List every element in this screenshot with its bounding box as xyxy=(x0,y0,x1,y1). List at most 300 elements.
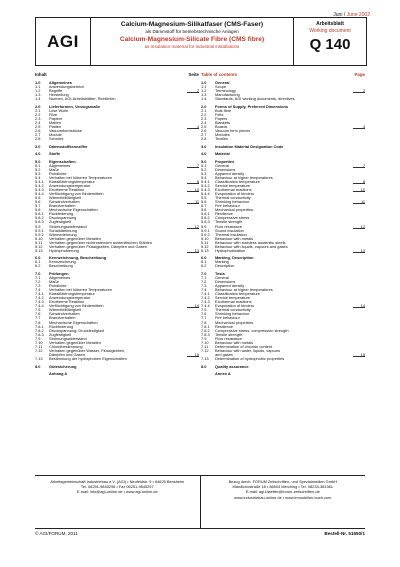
toc-entry-number: 5.10 xyxy=(201,236,209,241)
toc-entry-number: 5.8.3 xyxy=(35,220,44,225)
toc-entry-title: Marking xyxy=(215,260,229,265)
toc-entry-title: Apparent density xyxy=(215,171,245,176)
toc-entry-title: Lieferformen, Verzugsmaße xyxy=(49,104,101,109)
toc-entry-title: Rohdichte xyxy=(49,284,67,289)
toc-entry-title: Zugfestigkeit xyxy=(49,332,72,337)
toc-entry-title: Bulk fibre xyxy=(215,108,232,113)
toc-entry-number: 8.0 xyxy=(201,364,207,369)
toc-entry-title: Schnüre xyxy=(49,137,64,142)
document-code-block xyxy=(294,18,366,65)
toc-entry-title: Bestimmung der hydrophoben Eigenschaften xyxy=(49,356,127,361)
toc-entry-title: Beschreibung xyxy=(49,264,73,269)
toc-entry-page: 8 xyxy=(187,180,199,184)
toc-entry-title: Klassifizierungstemperatur xyxy=(49,292,95,297)
toc-title-de: Inhalt xyxy=(35,72,47,77)
toc-entry-title: General xyxy=(215,276,229,281)
toc-column-en xyxy=(201,73,365,376)
footer-line: Bezug durch: FORUM Zeitschriften- und Spezialmedien GmbH xyxy=(228,479,337,484)
toc-entry-page xyxy=(187,152,199,156)
copyright: © AGI/FORUM, 2011 xyxy=(35,531,78,536)
toc-entry-title: Verhalten bei höheren Temperaturen xyxy=(49,175,113,180)
toc-entry-number: 5.4.2 xyxy=(201,184,210,189)
toc-entry-number: 2.6 xyxy=(35,129,41,134)
toc-entry-number: 5.5 xyxy=(201,196,207,201)
toc-entry-number: 5.4.3 xyxy=(201,188,210,193)
toc-entry-title: Behaviour at higher temperatures xyxy=(215,175,273,180)
toc-title-en: Table of contents xyxy=(201,72,238,77)
toc-entry-title: Evaporation of binders xyxy=(215,304,254,309)
toc-list-de xyxy=(35,81,199,376)
toc-entry xyxy=(35,97,199,101)
toc-entry-title: Tensile strength xyxy=(215,332,243,337)
toc-entry-title: Exotherme Reaktion xyxy=(49,300,85,305)
toc-entry-number: 7.11 xyxy=(35,344,43,349)
toc-entry-number: 2.2 xyxy=(201,112,207,117)
toc-entry-number: 4.0 xyxy=(35,152,41,157)
toc-entry-page xyxy=(353,264,365,268)
toc-entry-number: 7.2 xyxy=(35,280,41,285)
toc-entry-title: Behaviour at higher temperatures xyxy=(215,288,273,293)
toc-entry-title: Wärmeleitfähigkeit xyxy=(49,196,82,201)
toc-entry-number: 7.8.3 xyxy=(201,332,210,337)
toc-entry-title: Verhalten gegenüber Flüssigkeiten, Dämpfen und Gasen xyxy=(49,244,147,249)
toc-entry-page: 2 xyxy=(353,89,365,93)
toc-entry-number: 2.3 xyxy=(35,116,41,121)
footer-line: www.industriebau-online.de • www.immobilien-buch.com xyxy=(234,494,332,500)
toc-entry-page: 15 xyxy=(353,353,365,357)
toc-entry-number: 5.8.1 xyxy=(35,212,44,217)
toc-entry-title: Vakuumformstücke xyxy=(49,129,83,134)
toc-entry-title: Zugfestigkeit xyxy=(49,220,72,225)
toc-entry-title: Dämpfen und Gasen xyxy=(49,352,85,357)
table-of-contents xyxy=(35,73,365,475)
toc-entry-number: 7.13 xyxy=(201,356,209,361)
toc-entry-title: Anwendungsbereich xyxy=(49,85,85,90)
toc-entry-number: 5.4 xyxy=(35,175,41,180)
toc-entry-number: 2.1 xyxy=(35,108,41,113)
toc-entry-title: Exothermal reactions xyxy=(215,188,252,193)
toc-entry-title: Resilience xyxy=(215,324,233,329)
toc-entry-number: 1.4 xyxy=(201,97,207,102)
title-de: Calcium-Magnesium-Silikatfaser (CMS-Faser) xyxy=(120,21,264,28)
toc-entry-title: Anhang A xyxy=(49,372,68,377)
doc-code: Q 140 xyxy=(309,36,351,53)
toc-entry-title: Terminology xyxy=(215,89,236,94)
toc-entry xyxy=(35,249,199,253)
toc-entry-number: 2.6 xyxy=(201,129,207,134)
toc-entry-page: 11 xyxy=(187,200,199,204)
toc-entry-number: 8.0 xyxy=(35,364,41,369)
toc-entry-number: 7.0 xyxy=(35,271,41,276)
toc-entry-title: Platten xyxy=(49,124,62,129)
toc-entry-number: 5.9.2 xyxy=(201,232,210,237)
toc-entry-page: 13 xyxy=(187,249,199,253)
toc-entry-number: 7.9 xyxy=(35,336,41,341)
toc-entry-number: 5.7 xyxy=(201,204,207,209)
toc-entry-number: 7.10 xyxy=(201,340,209,345)
toc-entry-title: Fire behaviour xyxy=(215,204,240,209)
toc-entry-title: Exothermal reactions xyxy=(215,300,252,305)
toc-entry-number: 7.0 xyxy=(201,271,207,276)
issue-date-de: Juni xyxy=(333,12,343,18)
toc-entry-page xyxy=(187,137,199,141)
toc-entry-page: 10 xyxy=(353,188,365,192)
toc-entry-title: Verhalten bei höheren Temperaturen xyxy=(49,288,113,293)
toc-entry-title: Compressive stress, compression strength xyxy=(215,328,289,333)
toc-entry-page xyxy=(353,145,365,149)
toc-entry-number: 2.5 xyxy=(201,124,207,129)
toc-entry-title: Verflüchtigung von Bindemitteln xyxy=(49,192,104,197)
toc-entry-number: 7.4 xyxy=(201,288,207,293)
toc-entry-number: 5.9.2 xyxy=(35,232,44,237)
toc-entry-title: Hydrophobierung xyxy=(49,248,79,253)
toc-entry-number: 5.4.1 xyxy=(35,179,44,184)
toc-entry-number: 6.0 xyxy=(201,256,207,261)
toc-entry-page: 4 xyxy=(353,125,365,129)
toc-entry-number: 2.0 xyxy=(35,104,41,109)
toc-entry-title: Blankets xyxy=(215,120,230,125)
toc-entry-title: Shrinking behaviour xyxy=(215,312,250,317)
toc-entry-title: Annex A xyxy=(215,372,231,377)
toc-entry-number: 7.4.1 xyxy=(201,292,210,297)
toc-entry-title: Material xyxy=(215,152,230,157)
toc-entry-title: Allgemeines xyxy=(49,276,71,281)
toc-entry-number: 5.9 xyxy=(201,224,207,229)
toc-heading-de xyxy=(35,73,199,79)
toc-entry-title: Allgemeines xyxy=(49,163,71,168)
toc-entry-number: 7.10 xyxy=(35,340,43,345)
toc-entry-title: Classification temperature xyxy=(215,179,260,184)
toc-entry-title: Prüfungen xyxy=(49,271,69,276)
toc-entry-number: 5.1 xyxy=(201,163,207,168)
toc-entry-title: Thermal conductivity xyxy=(215,308,251,313)
toc-entry xyxy=(201,97,365,101)
toc-entry-title: Rückfederung xyxy=(49,324,74,329)
toc-entry-number: 5.8.2 xyxy=(35,216,44,221)
toc-entry-number: 6.0 xyxy=(35,256,41,261)
toc-entry-number: 2.1 xyxy=(201,108,207,113)
toc-entry-number: 5.4.3 xyxy=(35,188,44,193)
toc-entry-number: 7.12 xyxy=(201,348,209,353)
toc-entry-number: 3.0 xyxy=(201,144,207,149)
toc-entry-title: Verhalten gegenüber Metallen xyxy=(49,236,101,241)
toc-section-heading xyxy=(201,372,365,376)
toc-entry-title: Klassifizierungstemperatur xyxy=(49,179,95,184)
toc-entry-title: Boards xyxy=(215,124,228,129)
toc-entry-number: 2.5 xyxy=(35,124,41,129)
toc-entry-title: Thermal insulation xyxy=(215,232,247,237)
toc-entry-page: 4 xyxy=(187,125,199,129)
toc-entry-page xyxy=(353,152,365,156)
toc-entry-title: Compressive stress xyxy=(215,216,250,221)
toc-entry-title: Sound insulation xyxy=(215,228,244,233)
toc-entry-title: Brandverhalten xyxy=(49,316,76,321)
toc-entry-page xyxy=(353,372,365,376)
toc-entry-number: 7.5 xyxy=(35,308,41,313)
toc-entry-title: Rückfederung xyxy=(49,212,74,217)
toc-entry-number: 2.2 xyxy=(35,112,41,117)
toc-entry-number: 1.3 xyxy=(35,93,41,98)
toc-section-heading xyxy=(35,145,199,149)
toc-entry-title: Flow resistance xyxy=(215,224,243,229)
toc-entry-title: Druckspannung; Druckfestigkeit xyxy=(49,328,104,333)
doc-label-de: Arbeitsblatt xyxy=(316,21,344,27)
toc-entry-title: Kennzeichnung, Beschreibung xyxy=(49,256,107,261)
toc-entry-title: Manufacturing xyxy=(215,93,240,98)
toc-entry-number: 5.2 xyxy=(35,167,41,172)
toc-entry-page xyxy=(353,365,365,369)
publisher-footer xyxy=(35,475,365,529)
toc-entry-number: 2.4 xyxy=(35,120,41,125)
footer-line: Tel. 06251-9845296 • Fax 06251-9845297 xyxy=(80,484,154,490)
toc-entry-number: 5.11 xyxy=(201,240,209,245)
toc-entry xyxy=(35,264,199,268)
toc-entry-number: 7.4.4 xyxy=(35,304,44,309)
toc-entry-number: 2.3 xyxy=(201,116,207,121)
toc-entry-number: 6.1 xyxy=(201,260,207,265)
toc-entry xyxy=(201,137,365,141)
toc-list-en xyxy=(201,81,365,376)
toc-entry-title: Schwindverhalten xyxy=(49,200,80,205)
toc-entry-title: Service temperature xyxy=(215,296,251,301)
toc-entry-title: Quality assurance xyxy=(215,364,249,369)
toc-entry-number: 7.2 xyxy=(201,280,207,285)
toc-entry xyxy=(201,357,365,361)
toc-entry-number: 7.8.2 xyxy=(35,328,44,333)
toc-entry-number: 4.0 xyxy=(201,152,207,157)
toc-entry-title: Description xyxy=(215,264,235,269)
toc-entry-number: 7.7 xyxy=(35,316,41,321)
toc-entry-title: Dimensions xyxy=(215,280,236,285)
toc-entry-number: 5.8 xyxy=(35,208,41,213)
toc-entry-number: 5.9.1 xyxy=(35,228,44,233)
toc-entry-title: Maße xyxy=(49,167,59,172)
toc-entry-title: Matten xyxy=(49,120,61,125)
toc-entry-title: Chloridbestimmung xyxy=(49,344,83,349)
toc-entry-title: Tensile strength xyxy=(215,220,243,225)
toc-entry-title: Kennzeichnung xyxy=(49,260,76,265)
toc-entry-number: 7.8.3 xyxy=(35,332,44,337)
toc-entry-number: 5.3 xyxy=(35,171,41,176)
toc-entry-number: 2.8 xyxy=(201,137,207,142)
toc-entry-number: 5.10 xyxy=(35,236,43,241)
toc-entry-title: Strömungswiderstand xyxy=(49,336,87,341)
toc-entry-title: Maße xyxy=(49,280,59,285)
toc-entry-page: 8 xyxy=(353,180,365,184)
toc-entry-page: 14 xyxy=(353,304,365,308)
toc-entry-page: 12 xyxy=(353,225,365,229)
toc-entry-number: 7.4.1 xyxy=(35,292,44,297)
toc-entry-number: 7.4.2 xyxy=(201,296,210,301)
toc-entry-title: Mechanical properties xyxy=(215,208,254,213)
toc-entry-number: 5.4.1 xyxy=(201,179,210,184)
toc-entry-number: 1.2 xyxy=(201,89,207,94)
toc-entry-title: and gases xyxy=(215,352,233,357)
toc-entry-title: Papiere xyxy=(49,116,63,121)
toc-entry xyxy=(201,249,365,253)
toc-entry-title: Normen, AGI-Arbeitsblätter, Richtlinien xyxy=(49,97,116,102)
toc-entry-number: 7.6 xyxy=(201,312,207,317)
toc-entry-number: 7.4 xyxy=(35,288,41,293)
toc-entry-page xyxy=(353,357,365,361)
toc-entry-title: Mechanical properties xyxy=(215,320,254,325)
issue-date-en: June 2002 xyxy=(346,12,370,18)
toc-entry-title: Textiles xyxy=(215,137,228,142)
toc-entry-number: 5.4.4 xyxy=(35,192,44,197)
toc-entry-number: 3.0 xyxy=(35,144,41,149)
toc-entry-number: 5.12 xyxy=(201,244,209,249)
toc-entry-number: 2.8 xyxy=(35,137,41,142)
toc-entry-page: 11 xyxy=(353,200,365,204)
toc-entry-number: 7.8.1 xyxy=(35,324,44,329)
toc-entry-title: Modules xyxy=(215,133,230,138)
toc-entry-number: 7.4.3 xyxy=(201,300,210,305)
toc-entry-number: 5.0 xyxy=(35,159,41,164)
toc-entry-title: Filze xyxy=(49,112,58,117)
toc-entry-page: 2 xyxy=(187,89,199,93)
toc-entry-title: Wärmeleitfähigkeit xyxy=(49,308,82,313)
toc-entry-number: 7.5 xyxy=(201,308,207,313)
toc-entry-title: Stoffe xyxy=(49,152,61,157)
issue-date: Juni / June 2002 xyxy=(333,12,370,18)
toc-entry-number: 5.8.3 xyxy=(201,220,210,225)
toc-entry-title: Eigenschaften xyxy=(49,159,76,164)
toc-entry-number: 5.11 xyxy=(35,240,43,245)
toc-entry-page: 14 xyxy=(187,304,199,308)
toc-entry-title: Schalldämmung xyxy=(49,228,77,233)
toc-section-heading xyxy=(35,372,199,376)
toc-entry-number: 1.4 xyxy=(35,97,41,102)
toc-entry-title: Verflüchtigung von Bindemitteln xyxy=(49,304,104,309)
toc-entry-title: Apparent density xyxy=(215,284,245,289)
toc-entry-number: 1.0 xyxy=(35,81,41,85)
toc-entry-page: 7 xyxy=(187,164,199,168)
toc-entry-number: 5.4 xyxy=(201,175,207,180)
toc-entry-number xyxy=(201,372,215,376)
toc-entry-title: Determination of chloride content xyxy=(215,344,273,349)
toc-entry-page: 10 xyxy=(187,188,199,192)
toc-entry-number: 7.8.2 xyxy=(201,328,210,333)
toc-entry-title: Anwendungstemperatur xyxy=(49,184,91,189)
toc-entry-number: 6.2 xyxy=(201,264,207,269)
toc-entry xyxy=(35,357,199,361)
toc-entry-title: Allgemeines xyxy=(49,81,72,85)
toc-entry-number: 5.8.1 xyxy=(201,212,210,217)
toc-entry-number: 5.9 xyxy=(35,224,41,229)
toc-entry-title: Lose Wolle xyxy=(49,108,69,113)
toc-entry-number: 6.1 xyxy=(35,260,41,265)
toc-entry-number: 7.8.1 xyxy=(201,324,210,329)
toc-entry-page xyxy=(187,365,199,369)
toc-entry-number: 1.1 xyxy=(35,85,41,90)
toc-section-heading xyxy=(201,152,365,156)
toc-page-heading-en: Page xyxy=(354,72,365,77)
toc-entry-number: 2.7 xyxy=(201,133,207,138)
toc-entry-number: 7.13 xyxy=(35,356,43,361)
toc-section-heading xyxy=(201,145,365,149)
toc-entry-number: 5.6 xyxy=(35,200,41,205)
toc-entry-number: 5.0 xyxy=(201,159,207,164)
toc-entry-title: Herstellung xyxy=(49,93,69,98)
toc-entry-title: Thermal conductivity xyxy=(215,196,251,201)
toc-entry-title: Module xyxy=(49,133,62,138)
toc-heading-en xyxy=(201,73,365,79)
doc-label-en: Working document xyxy=(309,28,351,34)
toc-entry-number: 6.2 xyxy=(35,264,41,269)
toc-entry-title: Shrinking behaviour xyxy=(215,200,250,205)
toc-entry-title: Behaviour with metals xyxy=(215,340,254,345)
toc-entry-number: 5.13 xyxy=(35,248,43,253)
toc-entry-number: 7.9 xyxy=(201,336,207,341)
toc-entry-number: 7.8 xyxy=(201,320,207,325)
toc-entry-number: 7.1 xyxy=(201,276,207,281)
agi-logo: AGI xyxy=(36,18,91,65)
toc-entry-number: 5.1 xyxy=(35,163,41,168)
toc-entry-number: 5.4.4 xyxy=(201,192,210,197)
toc-entry-number: 1.3 xyxy=(201,93,207,98)
toc-section-heading xyxy=(35,365,199,369)
toc-entry-number: 7.4.2 xyxy=(35,296,44,301)
toc-entry-title: Dämmstoffkennziffer xyxy=(49,144,88,149)
toc-entry-title: Tests xyxy=(215,271,225,276)
toc-entry-page xyxy=(187,145,199,149)
footer-line: E-mail: agi-blaetter@forum-zeitschriften.de xyxy=(245,489,320,495)
toc-entry-title: Gütesicherung xyxy=(49,364,77,369)
toc-entry-number: 5.5 xyxy=(35,196,41,201)
toc-entry-title: Anwendungstemperatur xyxy=(49,296,91,301)
bottom-bar xyxy=(35,531,365,536)
toc-entry-page xyxy=(187,97,199,101)
toc-section-heading xyxy=(35,152,199,156)
document-title-block xyxy=(91,18,294,65)
toc-entry-number: 2.0 xyxy=(201,104,207,109)
toc-entry-title: Marking, Description xyxy=(215,256,254,261)
toc-entry-title: Service temperature xyxy=(215,184,251,189)
toc-entry-number: 7.4.3 xyxy=(35,300,44,305)
toc-entry-page: 12 xyxy=(187,225,199,229)
toc-entry-number: 7.7 xyxy=(201,316,207,321)
toc-entry-page xyxy=(353,137,365,141)
toc-entry-number: 5.9.1 xyxy=(201,228,210,233)
order-number: Bestell-Nr. 51550/1 xyxy=(324,531,365,536)
footer-line: E-mail: info@agi-online.de • www.agi-online.de xyxy=(76,489,158,495)
distributor-contact xyxy=(201,476,366,528)
toc-entry-number: 7.3 xyxy=(35,284,41,289)
toc-entry-number: 5.4.2 xyxy=(35,184,44,189)
toc-entry-title: Strömungswiderstand xyxy=(49,224,87,229)
toc-entry-title: Mechanische Eigenschaften xyxy=(49,208,98,213)
toc-entry-title: General xyxy=(215,163,229,168)
toc-entry-title: Papers xyxy=(215,116,228,121)
toc-entry-title: Standards, AGI working documents, directives xyxy=(215,97,295,102)
toc-entry-page: 13 xyxy=(353,249,365,253)
toc-entry-title: Verhalten gegenüber nichtrostenden austenitischen Stählen xyxy=(49,240,152,245)
toc-entry-number: 5.7 xyxy=(35,204,41,209)
footer-line: Mandichostraße 18 • 86504 Merching • Tel. 08233-381361 xyxy=(232,484,333,490)
toc-entry-title: Druckspannung xyxy=(49,216,77,221)
toc-entry-number: 7.8 xyxy=(35,320,41,325)
toc-entry-title: Fire behaviour xyxy=(215,316,240,321)
toc-entry-title: Behaviour with metals xyxy=(215,236,254,241)
toc-entry-title: Insulation Material Designation Code xyxy=(215,144,284,149)
toc-entry-number: 1.0 xyxy=(201,81,207,85)
toc-entry-number: 1.2 xyxy=(35,89,41,94)
toc-entry-title: Forms of Supply, Preferred Dimensions xyxy=(215,104,289,109)
title-en: Calcium-Magnesium-Silicate Fibre (CMS fibre) xyxy=(119,36,265,43)
toc-entry-title: Hydrophobisation xyxy=(215,248,246,253)
toc-section-heading xyxy=(201,365,365,369)
toc-entry xyxy=(201,264,365,268)
